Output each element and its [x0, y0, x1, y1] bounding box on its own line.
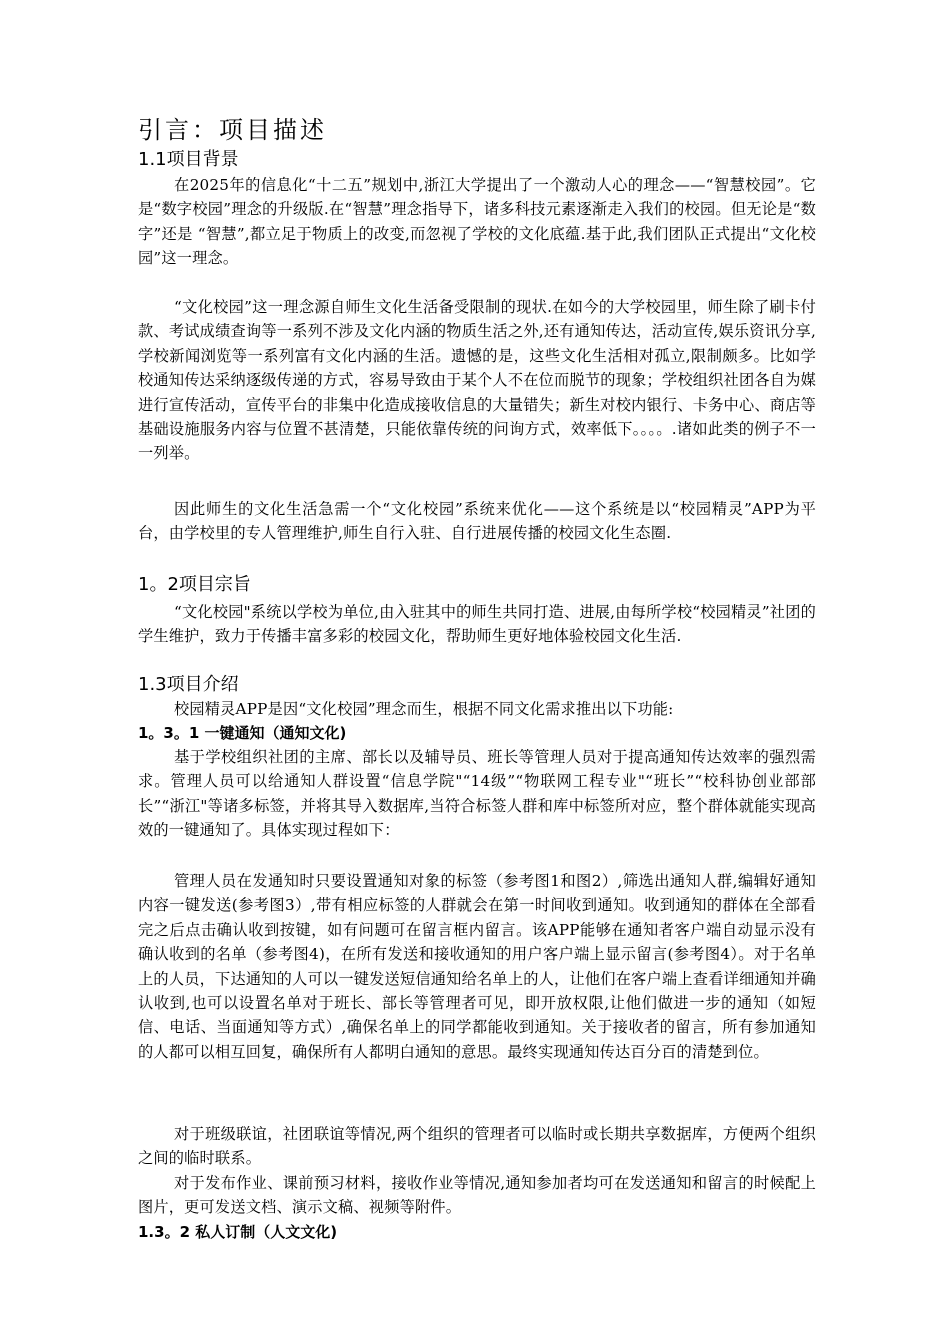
paragraph: “文化校园"系统以学校为单位,由入驻其中的师生共同打造、进展,由每所学校“校园精灵”社团的学生维护，致力于传播丰富多彩的校园文化，帮助师生更好地体验校园文化生活.	[138, 603, 816, 646]
paragraph: 校园精灵APP是因“文化校园”理念而生，根据不同文化需求推出以下功能:	[174, 700, 674, 718]
section-heading: 1.1项目背景	[138, 149, 239, 170]
page-title: 引言：项目描述	[138, 116, 327, 144]
section-heading: 1。2项目宗旨	[138, 574, 251, 595]
paragraph: 对于班级联谊，社团联谊等情况,两个组织的管理者可以临时或长期共享数据库，方便两个组织之间的临时联系。	[138, 1125, 816, 1168]
paragraph: 对于发布作业、课前预习材料，接收作业等情况,通知参加者均可在发送通知和留言的时候配上图片，更可发送文档、演示文稿、视频等附件。	[138, 1174, 816, 1217]
subsection-heading: 1.3。2 私人订制（人文文化)	[138, 1223, 338, 1241]
subsection-heading: 1。3。1 一键通知（通知文化)	[138, 724, 347, 742]
paragraph: 管理人员在发通知时只要设置通知对象的标签（参考图1和图2）,筛选出通知人群,编辑好通知内容一键发送(参考图3）,带有相应标签的人群就会在第一时间收到通知。收到通知的群体在全部看完之后点击确认收到按键，如有问题可在留言框内留言。该APP能够在通知者客户端自动显示没有确认收到的名单（参考图4)，在所有发送和接收通知的用户客户端上显示留言(参考图4）。对于名单上的人员，下达通知的人可以一键发送短信通知给名单上的人，让他们在客户端上查看详细通知并确认收到,也可以设置名单对于班长、部长等管理者可见，即开放权限,让他们做进一步的通知（如短信、电话、当面通知等方式）,确保名单上的同学都能收到通知。关于接收者的留言，所有参加通知的人都可以相互回复，确保所有人都明白通知的意思。最终实现通知传达百分百的清楚到位。	[138, 872, 816, 1061]
section-heading: 1.3项目介绍	[138, 674, 239, 695]
paragraph: 因此师生的文化生活急需一个“文化校园”系统来优化——这个系统是以“校园精灵”APP为平台，由学校里的专人管理维护,师生自行入驻、自行进展传播的校园文化生态圈.	[138, 500, 816, 543]
paragraph: “文化校园”这一理念源自师生文化生活备受限制的现状.在如今的大学校园里，师生除了刷卡付款、考试成绩查询等一系列不涉及文化内涵的物质生活之外,还有通知传达，活动宣传,娱乐资讯分享,学校新闻浏览等一系列富有文化内涵的生活。遗憾的是，这些文化生活相对孤立,限制颇多。比如学校通知传达采纳逐级传递的方式，容易导致由于某个人不在位而脱节的现象；学校组织社团各自为媒进行宣传活动，宣传平台的非集中化造成接收信息的大量错失；新生对校内银行、卡务中心、商店等基础设施服务内容与位置不甚清楚，只能依靠传统的问询方式，效率低下。。。。.诸如此类的例子不一一列举。	[138, 298, 816, 463]
paragraph: 基于学校组织社团的主席、部长以及辅导员、班长等管理人员对于提高通知传达效率的强烈需求。管理人员可以给通知人群设置“信息学院"“14级”“物联网工程专业"“班长”“校科协创业部部长”“浙江"等诸多标签，并将其导入数据库,当符合标签人群和库中标签所对应，整个群体就能实现高效的一键通知了。具体实现过程如下：	[138, 748, 816, 840]
paragraph: 在2025年的信息化“十二五”规划中,浙江大学提出了一个激动人心的理念——“智慧校园”。它是“数字校园”理念的升级版.在“智慧”理念指导下，诸多科技元素逐渐走入我们的校园。但无论是“数字”还是 “智慧”,都立足于物质上的改变,而忽视了学校的文化底蕴.基于此,我们团队正式提出“文化校园”这一理念。	[138, 176, 816, 268]
